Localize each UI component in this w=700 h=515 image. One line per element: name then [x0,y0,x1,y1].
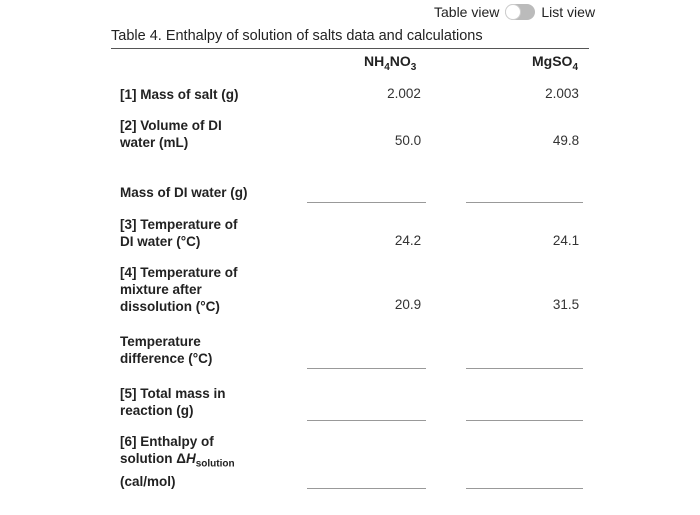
table-caption: Table 4. Enthalpy of solution of salts data and calculations [111,28,483,44]
cell-r2-c2: 49.8 [552,133,580,148]
header-divider [111,48,589,49]
cell-r4-c1: 24.2 [394,233,422,248]
cell-r5-c1: 20.9 [394,297,422,312]
toggle-knob [505,4,521,20]
view-toggle-switch[interactable] [505,4,535,20]
row-label-volume-di-water: [2] Volume of DI water (mL) [120,118,222,150]
input-r7-c1[interactable] [307,396,426,421]
row-label-mass-of-salt: [1] Mass of salt (g) [120,87,239,102]
input-r6-c2[interactable] [466,344,583,369]
row-label-temperature-mixture: [4] Temperature of mixture after dissolution (°C) [120,265,238,314]
view-toggle [434,4,595,20]
row-label-temperature-difference: Temperature difference (°C) [120,334,213,366]
column-header-mgso4: MgSO$_4$ [532,53,579,73]
input-r7-c2[interactable] [466,396,583,421]
row-label-mass-di-water: Mass of DI water (g) [120,185,248,200]
cell-r2-c1: 50.0 [394,133,422,148]
cell-r1-c1: 2.002 [387,86,421,101]
row-label-temperature-di-water: [3] Temperature of DI water (°C) [120,217,238,249]
column-header-nh4no3: $NH_4NO_3$ [364,53,417,73]
cell-r1-c2: 2.003 [545,86,579,101]
input-r3-c2[interactable] [466,178,583,203]
input-r8-c1[interactable] [307,464,426,489]
input-r3-c1[interactable] [307,178,426,203]
input-r8-c2[interactable] [466,464,583,489]
table-view-label[interactable]: Table view [434,4,500,20]
cell-r5-c2: 31.5 [552,297,580,312]
cell-r4-c2: 24.1 [552,233,580,248]
list-view-label[interactable]: List view [541,4,596,20]
input-r6-c1[interactable] [307,344,426,369]
row-label-total-mass: [5] Total mass in reaction (g) [120,386,226,418]
row-label-enthalpy-of-solution: [6] Enthalpy of solution $\Delta H_{solution}$ (cal/mol) [120,434,235,489]
